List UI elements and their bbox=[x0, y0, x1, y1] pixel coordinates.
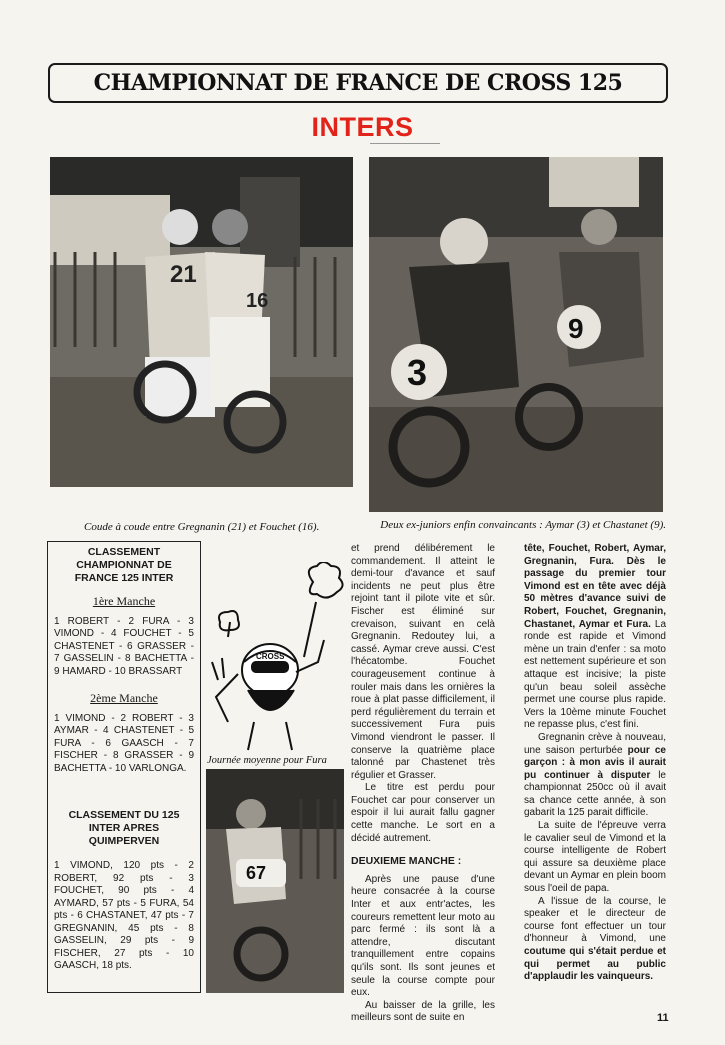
manche1-results: 1 ROBERT - 2 FURA - 3 VIMOND - 4 FOUCHET - 5 CHASTENET - 6 GRASSER - 7 GASSELIN - 8 BACHETTA - 9 HAMARD - 10 BRASSART bbox=[54, 615, 194, 677]
col1-paragraph-1: et prend délibérement le commandement. Il atteint le demi-tour d'avance et sauf incidents ne peut plus être rejoint tant il pilote vite et sûr. Fischer est éliminé sur crevaison, suivant en celà Gregnanin. Redoutey lui, a cassé. Aymar creve aussi. C'est l'hécatombe. Fouchet courageusement continue à rouler mais dans les ornières la roue à plat passe difficilement, il perd régulièrement du terrain et successivement Fura puis Vimond viendront le passer. Il conserve la quatrième place talonné par Chastenet très régulier et Grasser. bbox=[351, 543, 495, 781]
article-column-2 bbox=[524, 543, 666, 984]
subtitle-rule bbox=[370, 143, 440, 144]
general-standings-results: 1 VIMOND, 120 pts - 2 ROBERT, 92 pts - 3 FOUCHET, 90 pts - 4 AYMARD, 57 pts - 5 FURA, 54 pts - 6 CHASTANET, 47 pts - 7 GREGNANIN, 45 pts - 8 GASSELIN, 29 pts - 9 FISCHER, 27 pts - 10 GAASCH, 18 pts. bbox=[54, 860, 194, 971]
bike-number-67: 67 bbox=[246, 863, 267, 883]
standings-box bbox=[47, 541, 201, 993]
manche2-results: 1 VIMOND - 2 ROBERT - 3 AYMAR - 4 CHASTENET - 5 FURA - 6 GAASCH - 7 FISCHER - 8 GRASSER - 9 BACHETTA - 10 VARLONGA. bbox=[54, 712, 194, 774]
page-title: CHAMPIONNAT DE FRANCE DE CROSS 125 bbox=[93, 70, 623, 96]
col2-paragraph-4a: A l'issue de la course, le speaker et le directeur de course font effectuer un tour d'honneur à Vimond, une bbox=[524, 895, 666, 945]
col2-paragraph-4-bold: coutume qui s'était perdue et qui permet au public d'applaudir les vainqueurs. bbox=[524, 946, 666, 983]
cartoon-fura bbox=[208, 562, 348, 752]
standings-heading: CLASSEMENT CHAMPIONNAT DE FRANCE 125 INTER bbox=[74, 546, 174, 584]
col1-paragraph-3: Après une pause d'une heure consacrée à la course Inter et aux entr'actes, les coureurs remettent leur moto au parc fermé : ils sont là a attendre, discutant tranquillement entre copains qu'ils sont. Ils sont jeunes et seule la course compte pour eux. bbox=[351, 873, 495, 999]
col2-paragraph-2b: le championnat 250cc où il avait sa chance cette année, à son gabarit la 125 parait difficile. bbox=[524, 769, 666, 819]
col2-paragraph-1: La ronde est rapide et Vimond mène un train d'enfer : sa moto est nettement supérieure et son attaque est incisive; la piste qu'un beau soleil assèche permet une course plus rapide. Vers la 10ème minute Fouchet ne repasse plus, c'est fini. bbox=[524, 618, 667, 731]
cartoon-helmet-tag: CROSS bbox=[256, 652, 285, 661]
bike-number-9: 9 bbox=[568, 313, 584, 344]
bike-number-16: 16 bbox=[246, 290, 269, 312]
caption-right-photo: Deux ex-juniors enfin convaincants : Aymar (3) et Chastanet (9). bbox=[380, 519, 666, 531]
col2-paragraph-3: La suite de l'épreuve verra le cavalier seul de Vimond et la course intelligente de Robert qui assure sa deuxième place devant un Aymar en plein boom sous l'oeil de papa. bbox=[524, 820, 666, 895]
col1-paragraph-2: Le titre est perdu pour Fouchet car pour conserver un espoir il lui aurait fallu gagner cette manche. Le sort en a décidé autrement. bbox=[351, 782, 495, 844]
caption-left-photo: Coude à coude entre Gregnanin (21) et Fouchet (16). bbox=[84, 521, 320, 533]
col2-bold-lead: tête, Fouchet, Robert, Aymar, Gregnanin, Fura. Dès le passage du premier tour Vimond est en tête avec déjà 50 mètres d'avance suivi de Robert, Fouchet, Gregnanin, Chastanet, Aymar et Fura. bbox=[524, 543, 666, 630]
manche1-title: 1ère Manche bbox=[92, 594, 156, 608]
general-standings-heading: CLASSEMENT DU 125 INTER APRES QUIMPERVEN bbox=[68, 809, 180, 847]
manche2-title: 2ème Manche bbox=[90, 691, 158, 705]
caption-cartoon: Journée moyenne pour Fura bbox=[207, 755, 327, 766]
title-box bbox=[48, 63, 668, 103]
bike-number-3: 3 bbox=[407, 352, 428, 393]
col2-paragraph-2a: Gregnanin crève à nouveau, une saison perturbée bbox=[524, 731, 666, 756]
col2-paragraph-2-bold: pour ce garçon : à mon avis il aurait pu continuer à disputer bbox=[524, 744, 666, 781]
page-subtitle: INTERS bbox=[311, 112, 414, 142]
article-column-1 bbox=[351, 543, 495, 1025]
bike-number-21: 21 bbox=[170, 261, 197, 288]
page-number: 11 bbox=[657, 1012, 669, 1024]
photo-rider-67 bbox=[206, 769, 344, 993]
photo-aymar-chastanet bbox=[369, 157, 663, 512]
photo-gregnanin-fouchet bbox=[50, 157, 353, 487]
section-deuxieme-manche: DEUXIEME MANCHE : bbox=[351, 855, 462, 868]
col1-paragraph-4: Au baisser de la grille, les meilleurs sont de suite en bbox=[351, 999, 495, 1024]
